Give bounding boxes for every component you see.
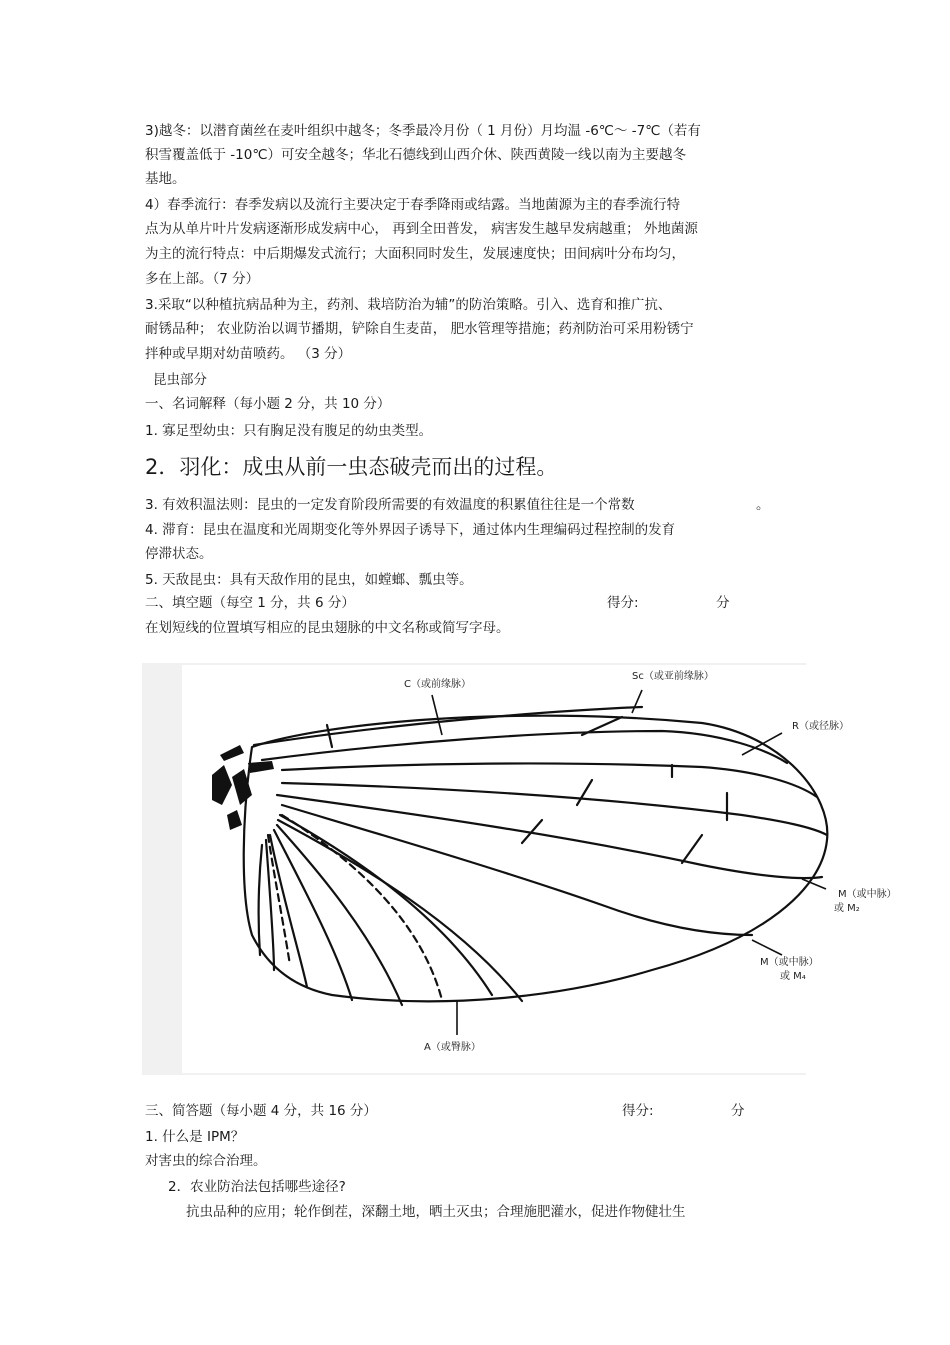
text-line: 4）春季流行：春季发病以及流行主要决定于春季降雨或结露。当地菌源为主的春季流行特	[145, 197, 681, 213]
text-line-large: 2．羽化：成虫从前一虫态破壳而出的过程。	[145, 455, 558, 479]
section-heading: 二、填空题（每空 1 分，共 6 分）	[145, 595, 355, 611]
text-line-end: 。	[756, 497, 770, 513]
text-line: 4. 滞育：昆虫在温度和光周期变化等外界因子诱导下，通过体内生理编码过程控制的发育	[145, 522, 676, 538]
text-line: 点为从单片叶片发病逐渐形成发病中心， 再到全田普发， 病害发生越早发病越重； 外地菌源	[145, 221, 698, 237]
text-line: 拌种或早期对幼苗喷药。 （3 分）	[145, 346, 352, 362]
radial-branch	[282, 783, 827, 835]
text-line: 3)越冬：以潜育菌丝在麦叶组织中越冬；冬季最冷月份（ 1 月份）月均温 -6℃～ -7℃（若有	[145, 123, 701, 139]
section-heading: 三、简答题（每小题 4 分，共 16 分）	[145, 1103, 377, 1119]
text-line: 1. 寡足型幼虫：只有胸足没有腹足的幼虫类型。	[145, 423, 433, 439]
text-line: 停滞状态。	[145, 546, 213, 562]
insect-wing-diagram	[182, 665, 897, 1073]
leader-line	[752, 940, 782, 955]
costal-vein	[254, 707, 642, 745]
answer-line: 抗虫品种的应用；轮作倒茬，深翻土地，晒土灭虫；合理施肥灌水，促进作物健壮生	[186, 1204, 686, 1220]
question-line: 1. 什么是 IPM？	[145, 1129, 245, 1145]
label-anal: A（或臀脉）	[424, 1042, 481, 1053]
label-medial-4b: 或 M₄	[780, 971, 806, 982]
answer-line: 对害虫的综合治理。	[145, 1153, 267, 1169]
score-label: 得分:	[622, 1103, 654, 1119]
section-heading: 一、名词解释（每小题 2 分，共 10 分）	[145, 396, 391, 412]
leader-line	[632, 690, 642, 713]
score-unit: 分	[716, 595, 730, 611]
medial-branch	[282, 805, 752, 935]
text-line: 5. 天敌昆虫：具有天敌作用的昆虫，如螳螂、瓢虫等。	[145, 572, 473, 588]
wing-figure-frame	[142, 663, 897, 1075]
text-line: 为主的流行特点：中后期爆发式流行；大面积同时发生，发展速度快；田间病叶分布均匀，	[145, 246, 685, 262]
subcostal-vein	[262, 731, 787, 763]
label-medial-4a: M（或中脉）	[760, 957, 819, 968]
score-unit: 分	[731, 1103, 745, 1119]
text-line: 耐锈品种； 农业防治以调节播期，铲除自生麦苗， 肥水管理等措施；药剂防治可采用粉锈宁	[145, 321, 694, 337]
cross-vein	[577, 780, 592, 805]
wing-figure	[182, 665, 897, 1073]
text-line: 3.采取“以种植抗病品种为主，药剂、栽培防治为辅”的防治策略。引入、选育和推广抗、	[145, 297, 672, 313]
radial-vein	[282, 763, 817, 797]
section-heading: 昆虫部分	[153, 372, 207, 388]
text-line: 在划短线的位置填写相应的昆虫翅脉的中文名称或简写字母。	[145, 620, 510, 636]
cross-vein	[682, 835, 702, 863]
text-line: 多在上部。（7 分）	[145, 271, 260, 287]
score-label: 得分:	[607, 595, 639, 611]
jugal-vein	[259, 845, 262, 955]
label-costal: C（或前缘脉）	[404, 679, 471, 690]
question-line: 2．农业防治法包括哪些途径?	[168, 1179, 346, 1195]
label-subcostal: Sc（或亚前缘脉）	[632, 671, 714, 682]
text-line: 3. 有效积温法则：昆虫的一定发育阶段所需要的有效温度的积累值往往是一个常数	[145, 497, 635, 513]
text-line: 积雪覆盖低于 -10℃）可安全越冬；华北石德线到山西介休、陕西黄陵一线以南为主要越冬	[145, 147, 687, 163]
label-medial-2b: 或 M₂	[834, 903, 860, 914]
wing-outline	[244, 716, 828, 1002]
leader-line	[432, 695, 442, 735]
text-line: 基地。	[145, 171, 186, 187]
label-medial-2a: M（或中脉）	[838, 889, 897, 900]
cross-vein	[327, 725, 332, 747]
dashed-vein	[282, 815, 442, 1000]
label-radial: R（或径脉）	[792, 721, 849, 732]
wing-base-sclerites	[212, 745, 274, 830]
